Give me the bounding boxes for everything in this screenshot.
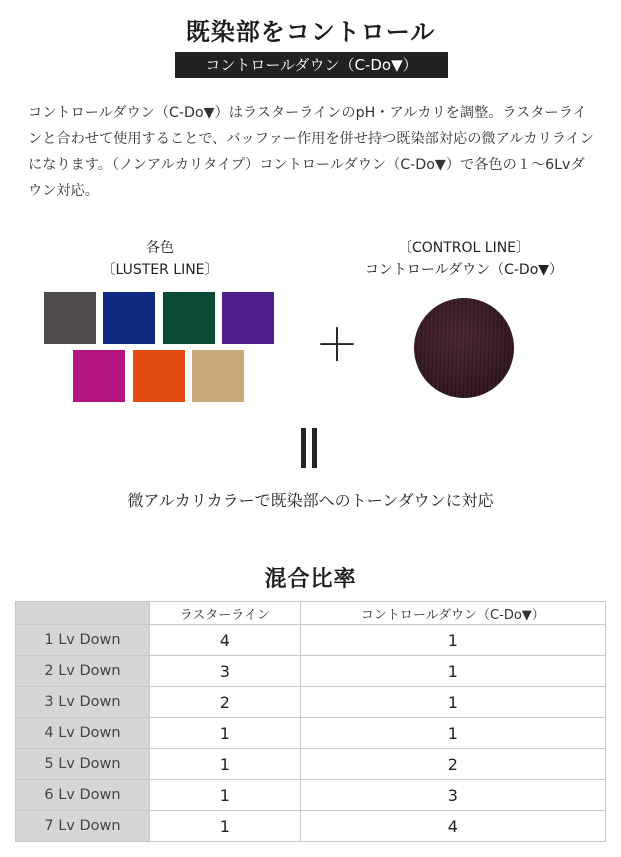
header-corner <box>16 602 150 625</box>
row-luster-value: 3 <box>150 656 301 687</box>
plus-icon: ＋ <box>315 320 359 371</box>
row-luster-value: 1 <box>150 811 301 842</box>
row-control-value: 1 <box>300 656 605 687</box>
header-control-down: コントロールダウン（C-Do▼） <box>300 602 605 625</box>
page-title: 既染部をコントロール <box>185 18 436 46</box>
swatch-green <box>163 292 215 344</box>
row-control-value: 3 <box>300 780 605 811</box>
table-title: 混合比率 <box>264 567 357 592</box>
subtitle-banner: コントロールダウン（C-Do▼） <box>175 52 448 78</box>
swatch-blue <box>103 292 155 344</box>
row-control-value: 2 <box>300 749 605 780</box>
row-control-value: 1 <box>300 718 605 749</box>
swatch-orange <box>133 350 185 402</box>
swatch-beige <box>192 350 244 402</box>
control-label-line1: 〔CONTROL LINE〕 <box>397 240 531 256</box>
luster-line-label <box>60 237 260 281</box>
row-level: 2 Lv Down <box>16 656 150 687</box>
row-luster-value: 1 <box>150 718 301 749</box>
luster-label-line2: 〔LUSTER LINE〕 <box>101 262 219 278</box>
row-level: 5 Lv Down <box>16 749 150 780</box>
table-row <box>16 687 606 718</box>
equals-icon <box>296 428 326 468</box>
table-row <box>16 718 606 749</box>
swatch-magenta <box>73 350 125 402</box>
row-luster-value: 4 <box>150 625 301 656</box>
row-level: 1 Lv Down <box>16 625 150 656</box>
row-control-value: 4 <box>300 811 605 842</box>
row-level: 6 Lv Down <box>16 780 150 811</box>
swatch-violet <box>222 292 274 344</box>
result-caption: 微アルカリカラーで既染部へのトーンダウンに対応 <box>127 491 494 510</box>
row-control-value: 1 <box>300 687 605 718</box>
table-row <box>16 811 606 842</box>
table-row <box>16 780 606 811</box>
table-row <box>16 625 606 656</box>
row-luster-value: 2 <box>150 687 301 718</box>
row-level: 4 Lv Down <box>16 718 150 749</box>
row-level: 3 Lv Down <box>16 687 150 718</box>
swatch-grey <box>44 292 96 344</box>
control-label-line2: コントロールダウン（C-Do▼） <box>364 262 564 278</box>
row-level: 7 Lv Down <box>16 811 150 842</box>
luster-label-line1: 各色 <box>146 240 174 256</box>
control-line-label <box>334 237 594 281</box>
table-row <box>16 656 606 687</box>
mixing-ratio-table <box>15 601 606 842</box>
table-row <box>16 749 606 780</box>
intro-paragraph: コントロールダウン（C-Do▼）はラスターラインのpH・アルカリを調整。ラスターラインと合わせて使用することで、バッファー作用を併せ持つ既染部対応の微アルカリラインになります。（ノンアルカリタイプ）コントロールダウン（C-Do▼）で各色の１～6Lvダウン対応。 <box>28 105 594 199</box>
table-header-row <box>16 602 606 625</box>
row-control-value: 1 <box>300 625 605 656</box>
control-down-swatch-circle <box>414 298 514 398</box>
row-luster-value: 1 <box>150 749 301 780</box>
header-luster-line: ラスターライン <box>150 602 301 625</box>
row-luster-value: 1 <box>150 780 301 811</box>
